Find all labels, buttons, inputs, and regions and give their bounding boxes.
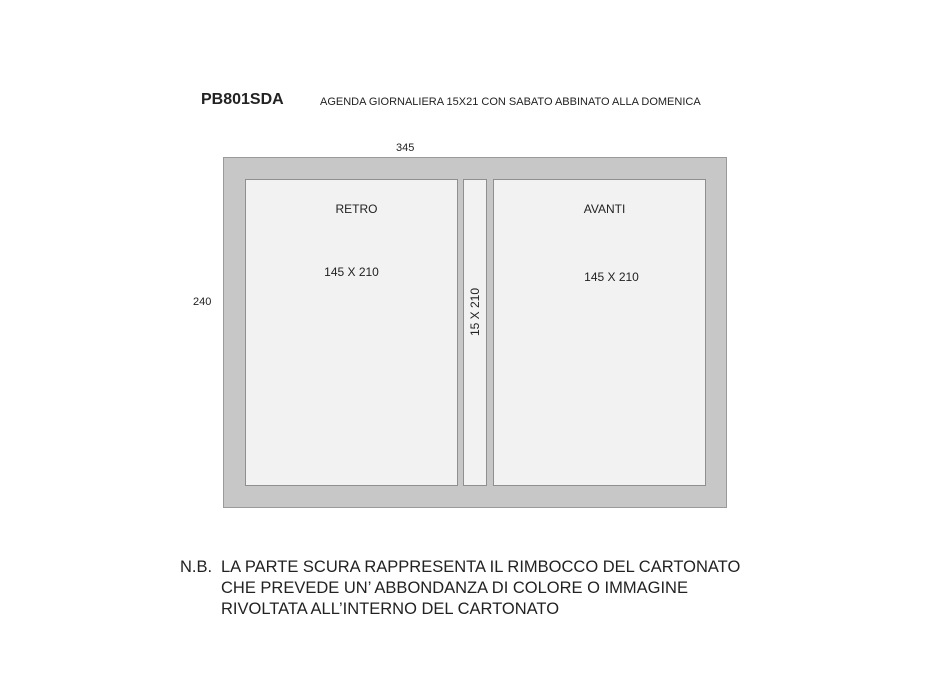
back-panel-size: 145 X 210 [324,265,379,279]
note-line [180,578,740,599]
product-description: AGENDA GIORNALIERA 15X21 CON SABATO ABBINATO ALLA DOMENICA [320,96,701,108]
note-prefix: N.B. [180,558,213,576]
note-line-text: RIVOLTATA ALL’INTERNO DEL CARTONATO [221,600,560,618]
total-width-dimension: 345 [396,142,415,154]
note-block [180,557,740,620]
note-line-text: LA PARTE SCURA RAPPRESENTA IL RIMBOCCO DEL CARTONATO [221,558,741,576]
height-dimension: 240 [193,296,212,308]
front-panel-label: AVANTI [583,202,626,216]
note-line [180,557,740,578]
back-panel-label: RETRO [335,202,378,216]
back-panel [245,179,458,486]
note-line [180,599,740,620]
spine-panel-size: 15 X 210 [468,287,482,337]
front-panel [493,179,706,486]
front-panel-size: 145 X 210 [584,270,639,284]
product-code: PB801SDA [201,91,284,108]
note-line-text: CHE PREVEDE UN’ ABBONDANZA DI COLORE O IMMAGINE [221,579,688,597]
